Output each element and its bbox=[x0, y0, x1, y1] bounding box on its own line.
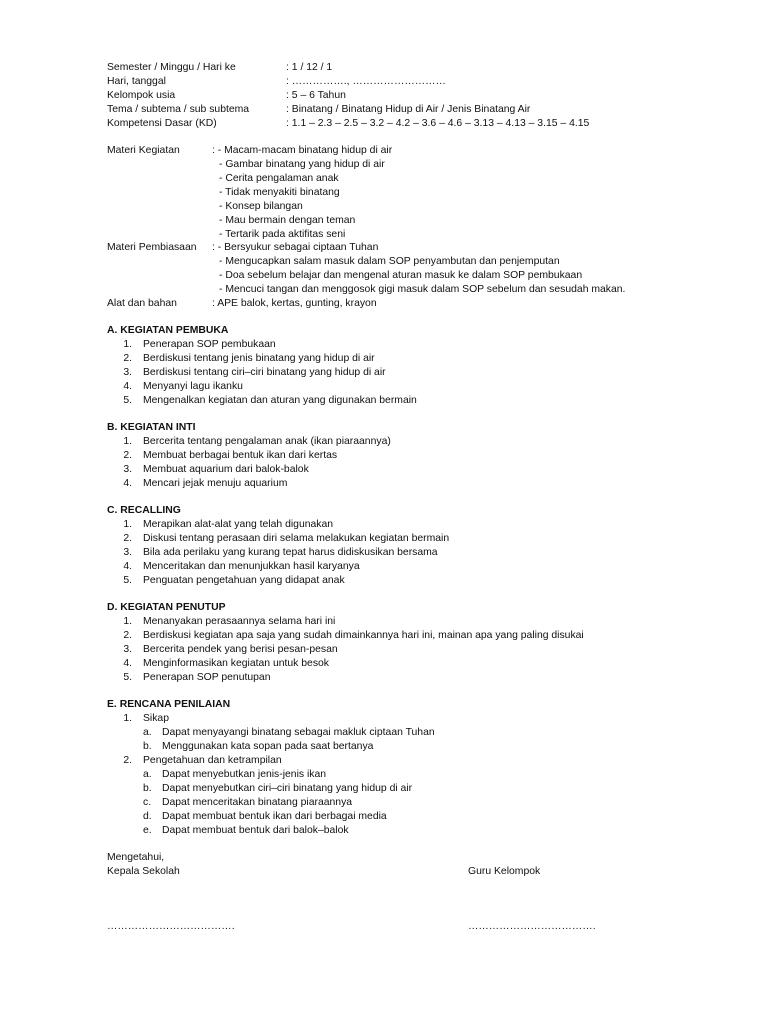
header-tema-label: Tema / subtema / sub subtema bbox=[107, 104, 250, 115]
assessment-item: Dapat menyayangi binatang sebagai makluk ciptaan Tuhan bbox=[162, 727, 435, 738]
section-c-title: C. RECALLING bbox=[107, 505, 181, 516]
list-item: Diskusi tentang perasaan diri selama melakukan kegiatan bermain bbox=[143, 533, 450, 544]
signature-kepala-sekolah: Kepala Sekolah bbox=[107, 866, 180, 877]
header-kd-value: : 1.1 – 2.3 – 2.5 – 3.2 – 4.2 – 3.6 – 4.6 – 3.13 – 4.13 – 3.15 – 4.15 bbox=[286, 118, 590, 129]
header-semester-value: : 1 / 12 / 1 bbox=[286, 62, 333, 73]
list-item: Mencari jejak menuju aquarium bbox=[143, 478, 288, 489]
list-item: Berdiskusi tentang jenis binatang yang hidup di air bbox=[143, 353, 375, 364]
list-number: 5. bbox=[123, 672, 132, 683]
list-number: 4. bbox=[123, 381, 132, 392]
header-tema-value: : Binatang / Binatang Hidup di Air / Jenis Binatang Air bbox=[286, 104, 531, 115]
list-number: 4. bbox=[123, 658, 132, 669]
signature-guru-kelompok: Guru Kelompok bbox=[468, 866, 541, 877]
list-number: 2. bbox=[123, 630, 132, 641]
header-kelompok-value: : 5 – 6 Tahun bbox=[286, 90, 346, 101]
section-e-title: E. RENCANA PENILAIAN bbox=[107, 699, 231, 710]
materi-pembiasaan-item: - Doa sebelum belajar dan mengenal aturan masuk ke dalam SOP pembukaan bbox=[219, 270, 583, 281]
assessment-item: Dapat membuat bentuk dari balok–balok bbox=[162, 825, 349, 836]
assessment-item: Dapat menceritakan binatang piaraannya bbox=[162, 797, 353, 808]
signature-mengetahui: Mengetahui, bbox=[107, 852, 165, 863]
section-a-title: A. KEGIATAN PEMBUKA bbox=[107, 325, 229, 336]
list-number: 2. bbox=[123, 450, 132, 461]
list-item: Penguatan pengetahuan yang didapat anak bbox=[143, 575, 345, 586]
materi-kegiatan-item: - Gambar binatang yang hidup di air bbox=[219, 159, 385, 170]
list-item: Berdiskusi kegiatan apa saja yang sudah dimainkannya hari ini, mainan apa yang paling disukai bbox=[143, 630, 584, 641]
list-number: 3. bbox=[123, 464, 132, 475]
header-semester-label: Semester / Minggu / Hari ke bbox=[107, 62, 236, 73]
alat-bahan-label: Alat dan bahan bbox=[107, 298, 177, 309]
list-number: 4. bbox=[123, 561, 132, 572]
list-number: 3. bbox=[123, 547, 132, 558]
list-number: 2. bbox=[123, 533, 132, 544]
list-number: 1. bbox=[123, 436, 132, 447]
list-letter: b. bbox=[143, 783, 152, 794]
header-kd-label: Kompetensi Dasar (KD) bbox=[107, 118, 217, 129]
materi-pembiasaan-item: : - Bersyukur sebagai ciptaan Tuhan bbox=[212, 242, 379, 253]
list-letter: c. bbox=[143, 797, 152, 808]
assessment-group-label: Pengetahuan dan ketrampilan bbox=[143, 755, 282, 766]
header-hari-value: : ……………., ……………………… bbox=[286, 76, 446, 87]
assessment-item: Dapat menyebutkan ciri–ciri binatang yang hidup di air bbox=[162, 783, 413, 794]
assessment-item: Dapat membuat bentuk ikan dari berbagai media bbox=[162, 811, 387, 822]
header-hari-label: Hari, tanggal bbox=[107, 76, 166, 87]
materi-kegiatan-label: Materi Kegiatan bbox=[107, 145, 180, 156]
list-number: 1. bbox=[123, 519, 132, 530]
assessment-item: Menggunakan kata sopan pada saat bertanya bbox=[162, 741, 374, 752]
list-item: Membuat berbagai bentuk ikan dari kertas bbox=[143, 450, 338, 461]
list-item: Bercerita tentang pengalaman anak (ikan piaraannya) bbox=[143, 436, 391, 447]
materi-kegiatan-item: : - Macam-macam binatang hidup di air bbox=[212, 145, 393, 156]
list-number: 4. bbox=[123, 478, 132, 489]
list-item: Menanyakan perasaannya selama hari ini bbox=[143, 616, 336, 627]
section-b-title: B. KEGIATAN INTI bbox=[107, 422, 196, 433]
list-number: 5. bbox=[123, 575, 132, 586]
list-item: Membuat aquarium dari balok-balok bbox=[143, 464, 309, 475]
materi-kegiatan-item: - Cerita pengalaman anak bbox=[219, 173, 339, 184]
materi-kegiatan-item: - Konsep bilangan bbox=[219, 201, 303, 212]
signature-line-right: ………………………………. bbox=[468, 921, 596, 932]
assessment-item: Dapat menyebutkan jenis-jenis ikan bbox=[162, 769, 327, 780]
list-item: Bercerita pendek yang berisi pesan-pesan bbox=[143, 644, 338, 655]
list-number: 3. bbox=[123, 644, 132, 655]
list-number: 5. bbox=[123, 395, 132, 406]
materi-kegiatan-item: - Tidak menyakiti binatang bbox=[219, 187, 340, 198]
list-item: Menginformasikan kegiatan untuk besok bbox=[143, 658, 329, 669]
list-item: Menyanyi lagu ikanku bbox=[143, 381, 243, 392]
materi-pembiasaan-item: - Mengucapkan salam masuk dalam SOP penyambutan dan penjemputan bbox=[219, 256, 560, 267]
list-number: 1. bbox=[123, 616, 132, 627]
assessment-group-label: Sikap bbox=[143, 713, 169, 724]
list-number: 2. bbox=[123, 353, 132, 364]
header-kelompok-label: Kelompok usia bbox=[107, 90, 176, 101]
list-letter: d. bbox=[143, 811, 152, 822]
list-number: 3. bbox=[123, 367, 132, 378]
list-letter: e. bbox=[143, 825, 152, 836]
list-item: Menceritakan dan menunjukkan hasil karyanya bbox=[143, 561, 360, 572]
list-item: Merapikan alat-alat yang telah digunakan bbox=[143, 519, 334, 530]
list-number: 1. bbox=[123, 713, 132, 724]
materi-pembiasaan-label: Materi Pembiasaan bbox=[107, 242, 197, 253]
list-letter: a. bbox=[143, 769, 152, 780]
signature-line-left: ………………………………. bbox=[107, 921, 235, 932]
list-letter: a. bbox=[143, 727, 152, 738]
list-item: Penerapan SOP penutupan bbox=[143, 672, 271, 683]
list-item: Mengenalkan kegiatan dan aturan yang digunakan bermain bbox=[143, 395, 417, 406]
list-item: Penerapan SOP pembukaan bbox=[143, 339, 276, 350]
list-number: 2. bbox=[123, 755, 132, 766]
alat-bahan-value: : APE balok, kertas, gunting, krayon bbox=[212, 298, 377, 309]
materi-kegiatan-item: - Tertarik pada aktifitas seni bbox=[219, 229, 346, 240]
materi-kegiatan-item: - Mau bermain dengan teman bbox=[219, 215, 356, 226]
list-item: Berdiskusi tentang ciri–ciri binatang yang hidup di air bbox=[143, 367, 386, 378]
list-number: 1. bbox=[123, 339, 132, 350]
list-item: Bila ada perilaku yang kurang tepat harus didiskusikan bersama bbox=[143, 547, 438, 558]
section-d-title: D. KEGIATAN PENUTUP bbox=[107, 602, 226, 613]
materi-pembiasaan-item: - Mencuci tangan dan menggosok gigi masuk dalam SOP sebelum dan sesudah makan. bbox=[219, 284, 626, 295]
list-letter: b. bbox=[143, 741, 152, 752]
